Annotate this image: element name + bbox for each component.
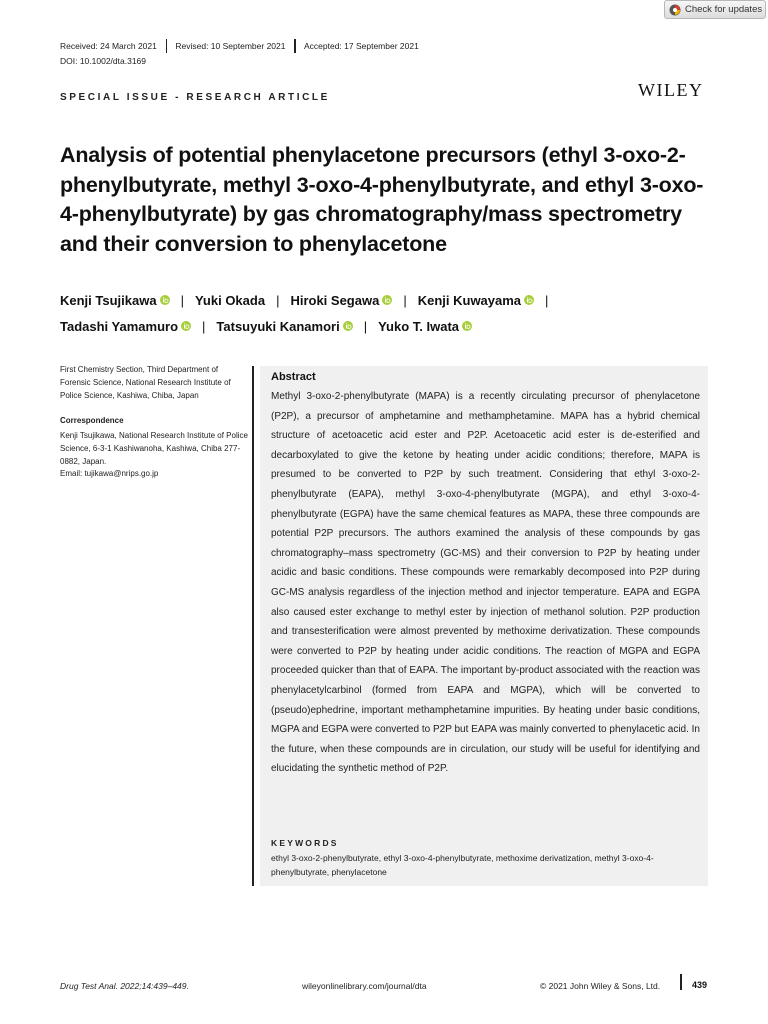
keywords-list: ethyl 3-oxo-2-phenylbutyrate, ethyl 3-oxo-4-phenylbutyrate, methoxime derivatization, methyl 3-oxo-4-phenylbutyrate, phenylacetone [271,853,654,877]
check-for-updates-icon [669,4,681,16]
abstract-divider [252,366,254,886]
footer-copyright: © 2021 John Wiley & Sons, Ltd. [540,981,661,991]
article-title: Analysis of potential phenylacetone precursors (ethyl 3-oxo-2-phenylbutyrate, methyl 3-oxo-4-phenylbutyrate, and ethyl 3-oxo-4-phenylbutyrate) by gas chromatography/mass spectrometry and their conversion to phenylacetone [60,143,704,256]
author-separator: | [202,319,206,334]
author-item[interactable] [195,293,265,308]
footer-journal-url[interactable]: wileyonlinelibrary.com/journal/dta [302,981,427,991]
author-name: Yuki Okada [194,293,266,308]
correspondence-email[interactable]: Email: tujikawa@nrips.go.jp [60,469,159,479]
correspondence-heading: Correspondence [60,416,124,425]
author-item[interactable] [378,319,472,334]
check-for-updates-button[interactable] [664,0,766,19]
author-name: Tatsuyuki Kanamori [216,319,340,334]
author-separator: | [363,319,368,334]
orcid-icon[interactable] [382,295,392,305]
abstract-body: Methyl 3-oxo-2-phenylbutyrate (MAPA) is a recently circulating precursor of phenylacetone (P2P), a precursor of amphetamine and methamphetamine. MAPA has a hybrid chemical structure of acetoacetic acid ester and P2P. Acetoacetic acid ester is de-esterified and decarboxylated to give the ketone by heating under acidic conditions; therefore, MAPA is presumed to be converted to P2P by such treatment. Considering that ethyl 3-oxo-2-phenylbutyrate (EAPA), methyl 3-oxo-4-phenylbutyrate (MGPA), and ethyl 3-oxo-4-phenylbutyrate (EGPA) have the same chemical features as MAPA, these three compounds are potential P2P precursors. The authors examined the analysis of these compounds by gas chromatography–mass spectrometry (GC-MS) and their conversion to P2P by heating under acidic and basic conditions. These compounds were remarkably decomposed into P2P during GC-MS analysis regardless of the injection method and injector temperature. EAPA and EGPA also caused ester exchange to methyl ester by injection of methanol solution. P2P production and transesterification were almost prevented by methoxime derivatization. These compounds were converted to P2P by heating under acidic conditions. The reaction of MGPA and EGPA proceeded quicker than that of EAPA. The important by-product associated with the reaction was phenylacetylcarbinol (formed from EAPA and MGPA), which will be converted to (pseudo)ephedrine, important methamphetamine impurities. By heating under basic conditions, MGPA and EGPA were converted to P2P but EAPA was mainly converted to phenylacetic acid. In the future, when these compounds are in circulation, our study will be useful for identifying and elucidating the synthetic method of P2P. [271,391,700,775]
received-date: Received: 24 March 2021 [60,41,157,51]
orcid-icon[interactable] [181,321,191,331]
section-label: SPECIAL ISSUE - RESEARCH ARTICLE [60,92,330,103]
revised-date: Revised: 10 September 2021 [175,41,286,51]
author-name: Hiroki Segawa [290,293,380,308]
abstract-heading: Abstract [271,371,316,383]
article-dates [60,39,419,53]
footer-journal-citation: Drug Test Anal. 2022;14:439–449. [60,981,189,991]
affiliation: First Chemistry Section, Third Department of Forensic Science, National Research Institute of Police Science, Kashiwa, Chiba, Japan [60,365,231,400]
date-divider [166,39,168,53]
author-item[interactable] [60,319,191,334]
author-separator: | [403,293,407,308]
doi-link[interactable]: DOI: 10.1002/dta.3169 [60,56,147,66]
correspondence-address: Kenji Tsujikawa, National Research Institute of Police Science, 6-3-1 Kashiwanoha, Kashiwa, Chiba 277-0882, Japan. [60,431,248,466]
author-item[interactable] [290,293,392,308]
author-list [60,288,720,340]
author-separator: | [180,293,184,308]
author-name: Kenji Kuwayama [417,293,522,308]
author-item[interactable] [418,293,534,308]
footer-divider [680,974,682,990]
author-separator: | [545,293,549,308]
orcid-icon[interactable] [160,295,170,305]
author-name: Tadashi Yamamuro [60,319,179,334]
author-separator: | [276,293,280,308]
accepted-date: Accepted: 17 September 2021 [303,41,419,51]
orcid-icon[interactable] [524,295,534,305]
author-item[interactable] [216,319,352,334]
keywords-heading: KEYWORDS [271,838,339,848]
publisher-logo: WILEY [638,80,704,100]
check-for-updates-label: Check for updates [685,4,763,15]
author-item[interactable] [60,293,170,308]
page-number: 439 [692,980,708,990]
date-divider [294,39,296,53]
orcid-icon[interactable] [343,321,353,331]
author-name: Kenji Tsujikawa [60,293,157,308]
orcid-icon[interactable] [462,321,472,331]
correspondence-details [60,430,250,481]
author-name: Yuko T. Iwata [378,319,460,334]
